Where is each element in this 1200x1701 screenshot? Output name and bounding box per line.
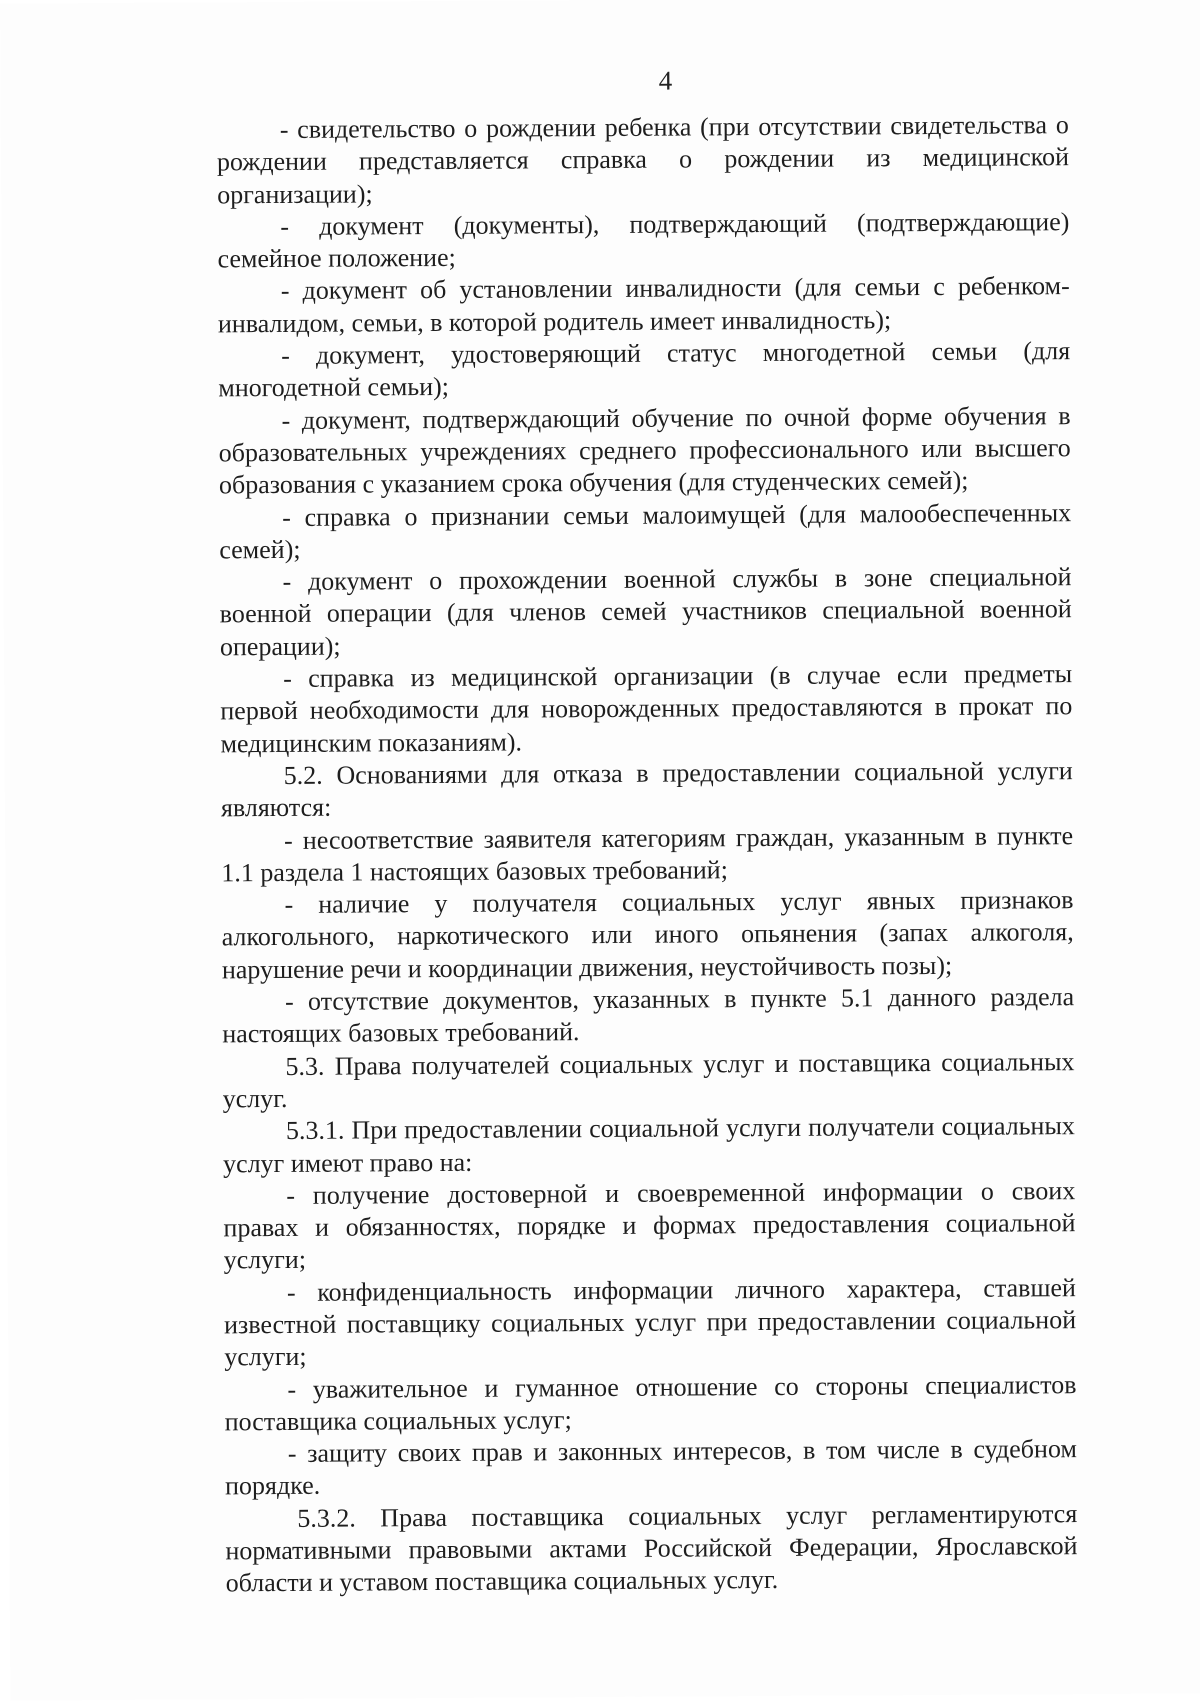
paragraph-medical-certificate: - справка из медицинской организации (в случае если предметы первой необходимости для новорожденных предоставляются в прокат по медицинским показаниям). [220,659,1073,758]
paragraph-section-5-2: 5.2. Основаниями для отказа в предоставлении социальной услуги являются: [220,756,1073,823]
document-body [217,109,1078,1600]
paragraph-family-status-document: - документ (документы), подтверждающий (подтверждающие) семейное положение; [217,207,1070,274]
paragraph-section-5-3-2: 5.3.2. Права поставщика социальных услуг регламентируются нормативными правовыми актами Российской Федерации, Ярославской области и уставом поставщика социальных услуг. [225,1498,1078,1598]
paragraph-intoxication: - наличие у получателя социальных услуг явных признаков алкогольного, наркотического или иного опьянения (запах алкоголя, нарушение речи и координации движения, неустойчивость позы); [221,885,1074,985]
paragraph-low-income-certificate: - справка о признании семьи малоимущей (для малообеспеченных семей); [219,497,1072,565]
paragraph-category-mismatch: - несоответствие заявителя категориям граждан, указанным в пункте 1.1 раздела 1 настоящих базовых требований; [221,820,1074,888]
paragraph-right-to-information: - получение достоверной и своевременной информации о своих правах и обязанностях, порядке и формах предоставления социальной услуги; [223,1175,1076,1275]
paragraph-birth-certificate: - свидетельство о рождении ребенка (при отсутствии свидетельства о рождении представляется справка о рождении из медицинской организации); [216,110,1070,209]
paragraph-military-service-document: - документ о прохождении военной службы в зоне специальной военной операции (для членов семей участников специальной военной операции); [219,562,1072,662]
paragraph-disability-document: - документ об установлении инвалидности (для семьи с ребенком-инвалидом, семьи, в которой родитель имеет инвалидность); [217,271,1070,339]
paragraph-large-family-document: - документ, удостоверяющий статус многодетной семьи (для многодетной семьи); [218,336,1071,403]
paragraph-right-to-protection: - защиту своих прав и законных интересов, в том числе в судебном порядке. [224,1434,1077,1501]
paragraph-section-5-3-1: 5.3.1. При предоставлении социальной услуги получатели социальных услуг имеют право на: [223,1111,1075,1178]
paragraph-missing-documents: - отсутствие документов, указанных в пункте 5.1 данного раздела настоящих базовых требований. [222,982,1075,1049]
paragraph-section-5-3: 5.3. Права получателей социальных услуг и поставщика социальных услуг. [222,1046,1075,1114]
paragraph-right-to-confidentiality: - конфиденциальность информации личного характера, ставшей известной поставщику социальных услуг при предоставлении социальной услуги; [223,1272,1077,1372]
paragraph-education-document: - документ, подтверждающий обучение по очной форме обучения в образовательных учреждениях среднего профессионального или высшего образования с указанием срока обучения (для студенческих семей); [218,400,1071,500]
paragraph-right-to-respect: - уважительное и гуманное отношение со стороны специалистов поставщика социальных услуг; [224,1369,1077,1437]
page-number: 4 [658,65,673,96]
